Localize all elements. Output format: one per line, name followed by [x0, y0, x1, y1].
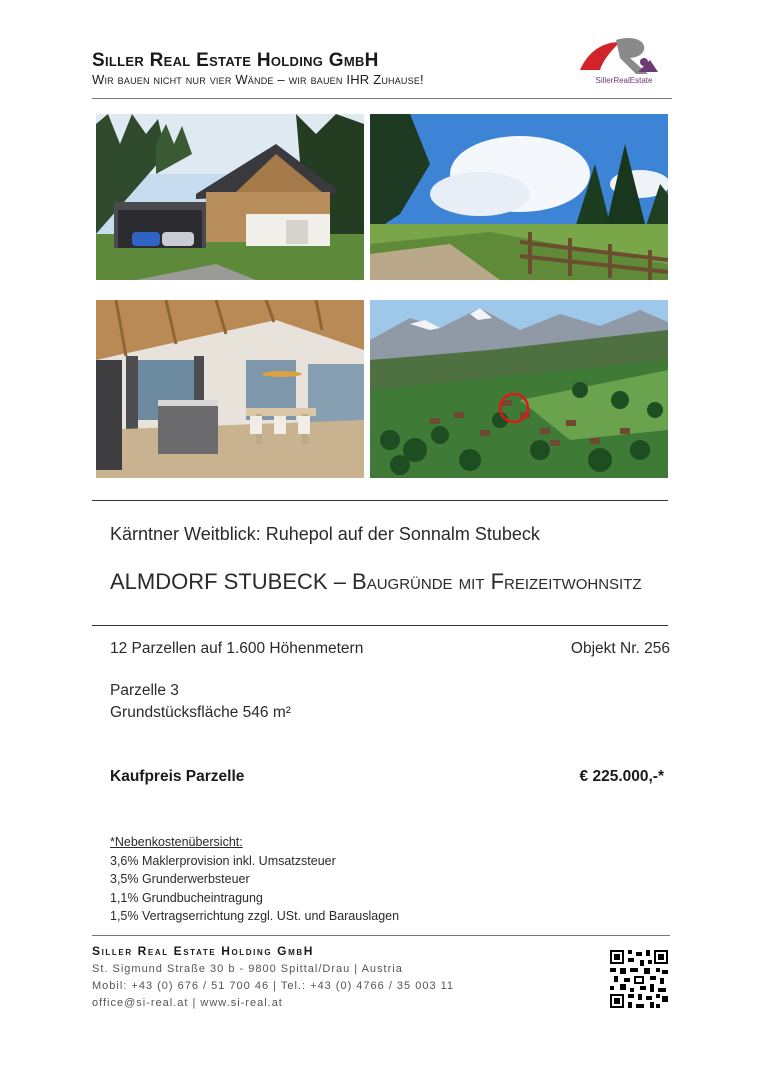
photo-meadow	[370, 114, 668, 280]
footer-phone: Mobil: +43 (0) 676 / 51 700 46 | Tel.: +43 (0) 4766 / 35 003 11	[92, 980, 455, 992]
company-slogan: Wir bauen nicht nur vier Wände – wir bauen IHR Zuhause!	[92, 72, 424, 87]
parcel-number: Parzelle 3	[110, 682, 179, 699]
price-value: € 225.000,-*	[579, 768, 664, 785]
company-logo	[574, 32, 674, 92]
footer-web[interactable]: office@si-real.at | www.si-real.at	[92, 997, 283, 1009]
section-divider-top	[92, 500, 668, 501]
logo-text: SillerRealEstate	[595, 76, 653, 85]
footer-divider	[92, 935, 670, 936]
cost-item: 1,5% Vertragserrichtung zzgl. USt. und Barauslagen	[110, 909, 400, 923]
photo-interior	[96, 300, 364, 478]
footer-address: St. Sigmund Straße 30 b - 9800 Spittal/Drau | Austria	[92, 963, 403, 975]
parcels-info: 12 Parzellen auf 1.600 Höhenmetern	[110, 640, 364, 657]
costs-title: *Nebenkostenübersicht:	[110, 835, 243, 849]
company-title: Siller Real Estate Holding GmbH	[92, 50, 379, 71]
plot-area: Grundstücksfläche 546 m²	[110, 704, 291, 721]
section-divider-middle	[92, 625, 668, 626]
footer-company: Siller Real Estate Holding GmbH	[92, 944, 314, 958]
cost-item: 3,5% Grunderwerbsteuer	[110, 872, 250, 886]
object-number: Objekt Nr. 256	[570, 640, 670, 657]
header-divider	[92, 98, 672, 99]
listing-headline: ALMDORF STUBECK – Baugründe mit Freizeitwohnsitz	[110, 569, 642, 594]
photo-aerial	[370, 300, 668, 478]
additional-costs	[110, 833, 399, 926]
photo-chalet	[96, 114, 364, 280]
cost-item: 1,1% Grundbucheintragung	[110, 890, 263, 905]
cost-item: 3,6% Maklerprovision inkl. Umsatzsteuer	[110, 853, 336, 868]
listing-subtitle: Kärntner Weitblick: Ruhepol auf der Sonnalm Stubeck	[110, 524, 540, 544]
qr-code-icon[interactable]	[610, 950, 668, 1008]
price-label: Kaufpreis Parzelle	[110, 768, 245, 785]
